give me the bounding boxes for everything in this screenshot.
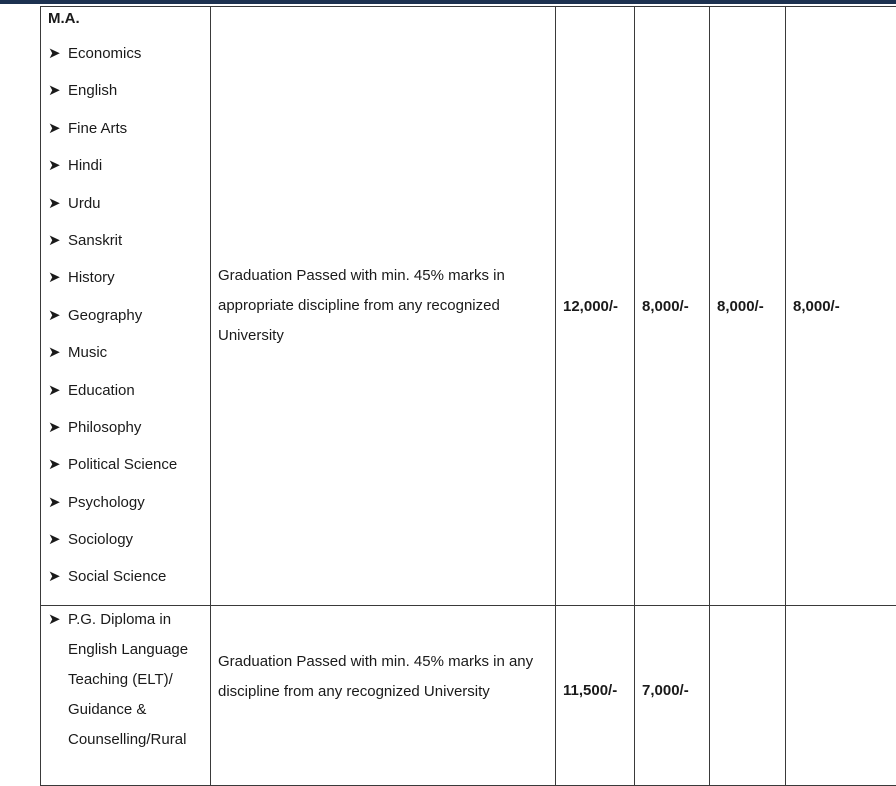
arrow-bullet-icon: ➤ xyxy=(48,185,68,222)
list-item: ➤ Social Science xyxy=(48,558,210,595)
course-title-line: English Language xyxy=(48,635,210,665)
arrow-bullet-icon: ➤ xyxy=(48,446,68,483)
fee-cell: 8,000/- xyxy=(710,7,786,606)
eligibility-cell: Graduation Passed with min. 45% marks in any discipline from any recognized University xyxy=(211,606,556,786)
arrow-bullet-icon: ➤ xyxy=(48,605,68,635)
arrow-bullet-icon: ➤ xyxy=(48,72,68,109)
course-title-line: Guidance & xyxy=(48,695,210,725)
arrow-bullet-icon: ➤ xyxy=(48,297,68,334)
list-item: ➤ Education xyxy=(48,372,210,409)
arrow-bullet-icon: ➤ xyxy=(48,35,68,72)
course-fee-table xyxy=(40,6,896,786)
list-item: ➤ Fine Arts xyxy=(48,110,210,147)
list-item: ➤ Economics xyxy=(48,35,210,72)
course-cell-pg-diploma xyxy=(41,606,211,786)
fee-cell: 8,000/- xyxy=(786,7,896,606)
course-title: P.G. Diploma in xyxy=(68,611,171,628)
arrow-bullet-icon: ➤ xyxy=(48,372,68,409)
list-item: ➤ Music xyxy=(48,334,210,371)
list-item: ➤ Sanskrit xyxy=(48,222,210,259)
fee-cell xyxy=(710,606,786,786)
course-cell-ma xyxy=(41,7,211,606)
arrow-bullet-icon: ➤ xyxy=(48,558,68,595)
list-item: ➤ Psychology xyxy=(48,484,210,521)
list-item: ➤ English xyxy=(48,72,210,109)
table-row-pg-diploma xyxy=(41,606,896,786)
course-title-line: Teaching (ELT)/ xyxy=(48,665,210,695)
pg-course-lines xyxy=(48,605,210,755)
list-item: ➤ Geography xyxy=(48,297,210,334)
fee-cell: 12,000/- xyxy=(556,7,635,606)
fee-cell: 11,500/- xyxy=(556,606,635,786)
table-row-ma xyxy=(41,7,896,606)
fee-cell: 8,000/- xyxy=(635,7,710,606)
fee-cell: 7,000/- xyxy=(635,606,710,786)
list-item: ➤ Hindi xyxy=(48,147,210,184)
arrow-bullet-icon: ➤ xyxy=(48,521,68,558)
course-title: M.A. xyxy=(48,3,210,35)
arrow-bullet-icon: ➤ xyxy=(48,110,68,147)
arrow-bullet-icon: ➤ xyxy=(48,259,68,296)
fee-cell xyxy=(786,606,896,786)
arrow-bullet-icon: ➤ xyxy=(48,409,68,446)
list-item: ➤ Philosophy xyxy=(48,409,210,446)
eligibility-cell: Graduation Passed with min. 45% marks in appropriate discipline from any recognized University xyxy=(211,7,556,606)
arrow-bullet-icon: ➤ xyxy=(48,484,68,521)
course-title-line: Counselling/Rural xyxy=(48,725,210,755)
arrow-bullet-icon: ➤ xyxy=(48,334,68,371)
list-item: ➤ History xyxy=(48,259,210,296)
subject-list xyxy=(48,35,210,596)
arrow-bullet-icon: ➤ xyxy=(48,222,68,259)
list-item: ➤ Sociology xyxy=(48,521,210,558)
arrow-bullet-icon: ➤ xyxy=(48,147,68,184)
list-item: ➤ Political Science xyxy=(48,446,210,483)
list-item: ➤ Urdu xyxy=(48,185,210,222)
